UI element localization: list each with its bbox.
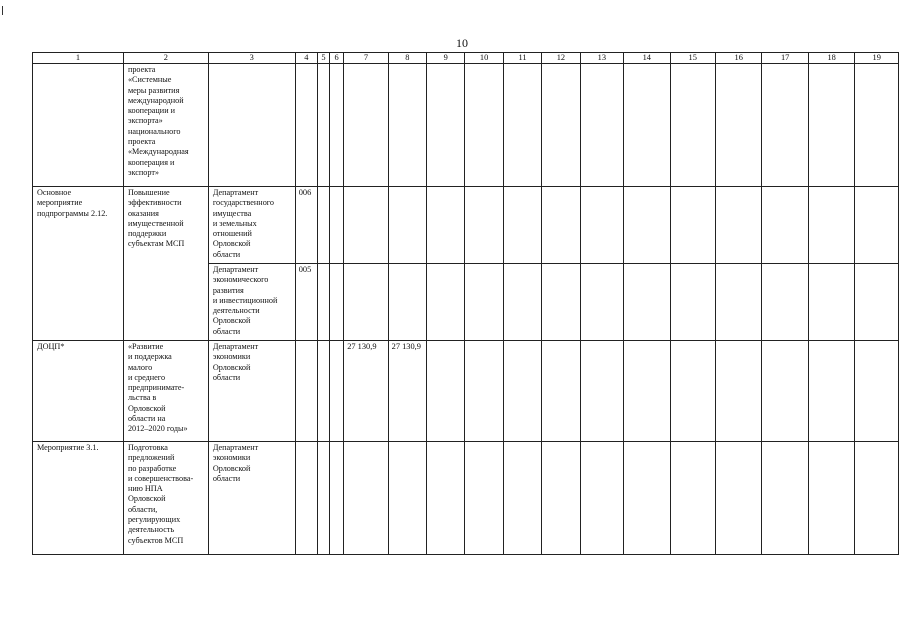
column-header: 7 [344, 53, 388, 64]
cell-grbs: 005 [295, 264, 317, 341]
cell-status [33, 64, 124, 187]
cell [715, 442, 761, 555]
cell [465, 341, 503, 442]
cell [762, 442, 808, 555]
column-header: 14 [624, 53, 670, 64]
cell-status: Мероприятие 3.1. [33, 442, 124, 555]
page-number: 10 [456, 36, 468, 50]
column-header: 3 [208, 53, 295, 64]
cell [855, 442, 899, 555]
cell [855, 341, 899, 442]
table-row [33, 64, 899, 187]
cell-value [344, 264, 388, 341]
cell [465, 187, 503, 264]
cell [317, 187, 329, 264]
cell [427, 64, 465, 187]
header-row [33, 53, 899, 64]
cell [624, 442, 670, 555]
column-header: 16 [715, 53, 761, 64]
cell-name: Повышение эффективности оказания имущественной поддержки субъектам МСП [123, 187, 208, 341]
cell [317, 341, 329, 442]
budget-table [32, 52, 899, 555]
cell-grbs: 006 [295, 187, 317, 264]
cell-executor: Департамент экономики Орловской области [208, 442, 295, 555]
cell [427, 187, 465, 264]
cell-value [388, 187, 426, 264]
column-header: 18 [808, 53, 854, 64]
cell [542, 341, 580, 442]
table-row [33, 187, 899, 264]
column-header: 15 [670, 53, 715, 64]
cell-grbs [295, 341, 317, 442]
cell [670, 187, 715, 264]
cell [580, 341, 623, 442]
cell [542, 64, 580, 187]
column-header: 2 [123, 53, 208, 64]
cell [624, 187, 670, 264]
cell [503, 442, 541, 555]
cell [330, 264, 344, 341]
cell-value: 27 130,9 [388, 341, 426, 442]
column-header: 12 [542, 53, 580, 64]
cell-value [388, 442, 426, 555]
cell-executor: Департамент государственного имущества и земельных отношений Орловской области [208, 187, 295, 264]
cell [427, 341, 465, 442]
cell-grbs [295, 64, 317, 187]
cell [670, 341, 715, 442]
cell [503, 341, 541, 442]
cell-status: Основное мероприятие подпрограммы 2.12. [33, 187, 124, 341]
cell-value: 27 130,9 [344, 341, 388, 442]
cell [808, 187, 854, 264]
cell [808, 341, 854, 442]
cell [503, 187, 541, 264]
cell [670, 442, 715, 555]
column-header: 17 [762, 53, 808, 64]
cell-value [388, 64, 426, 187]
cell-status: ДОЦП* [33, 341, 124, 442]
cell-name: Подготовка предложений по разработке и совершенствова- нию НПА Орловской области, регулирующих деятельность субъектов МСП [123, 442, 208, 555]
cell [542, 187, 580, 264]
cell [330, 442, 344, 555]
column-header: 9 [427, 53, 465, 64]
column-header: 5 [317, 53, 329, 64]
cell [317, 264, 329, 341]
cell [762, 64, 808, 187]
cell-value [344, 187, 388, 264]
cell [670, 64, 715, 187]
cell [808, 64, 854, 187]
cell [762, 264, 808, 341]
cell-executor: Департамент экономического развития и инвестиционной деятельности Орловской области [208, 264, 295, 341]
cell [503, 64, 541, 187]
cell-executor: Департамент экономики Орловской области [208, 341, 295, 442]
cell [670, 264, 715, 341]
cell [580, 264, 623, 341]
cell [427, 442, 465, 555]
cell-executor [208, 64, 295, 187]
column-header: 19 [855, 53, 899, 64]
cell [465, 64, 503, 187]
cell [715, 341, 761, 442]
column-header: 1 [33, 53, 124, 64]
column-header: 8 [388, 53, 426, 64]
cell [808, 264, 854, 341]
cell [330, 341, 344, 442]
cell [427, 264, 465, 341]
cell [624, 64, 670, 187]
cell [855, 64, 899, 187]
cell-value [344, 64, 388, 187]
cell-grbs [295, 442, 317, 555]
cell [855, 187, 899, 264]
cell [762, 187, 808, 264]
cell-value [344, 442, 388, 555]
cell [808, 442, 854, 555]
margin-mark [2, 6, 3, 15]
cell [762, 341, 808, 442]
cell [715, 64, 761, 187]
table-row [33, 442, 899, 555]
cell [317, 64, 329, 187]
column-header: 13 [580, 53, 623, 64]
cell-name: «Развитие и поддержка малого и среднего предпринимате- льства в Орловской области на 2012–2020 годы» [123, 341, 208, 442]
cell [465, 264, 503, 341]
cell [715, 187, 761, 264]
cell [624, 341, 670, 442]
column-header: 10 [465, 53, 503, 64]
cell [580, 187, 623, 264]
cell [624, 264, 670, 341]
cell [317, 442, 329, 555]
column-header: 11 [503, 53, 541, 64]
cell-name: проекта «Системные меры развития международной кооперации и экспорта» национального проекта «Международная кооперация и экспорт» [123, 64, 208, 187]
cell [330, 187, 344, 264]
cell [503, 264, 541, 341]
table-row [33, 341, 899, 442]
cell [542, 442, 580, 555]
column-header: 4 [295, 53, 317, 64]
cell [465, 442, 503, 555]
cell [330, 64, 344, 187]
cell [580, 64, 623, 187]
cell [715, 264, 761, 341]
cell [855, 264, 899, 341]
column-header: 6 [330, 53, 344, 64]
cell [542, 264, 580, 341]
cell-value [388, 264, 426, 341]
cell [580, 442, 623, 555]
